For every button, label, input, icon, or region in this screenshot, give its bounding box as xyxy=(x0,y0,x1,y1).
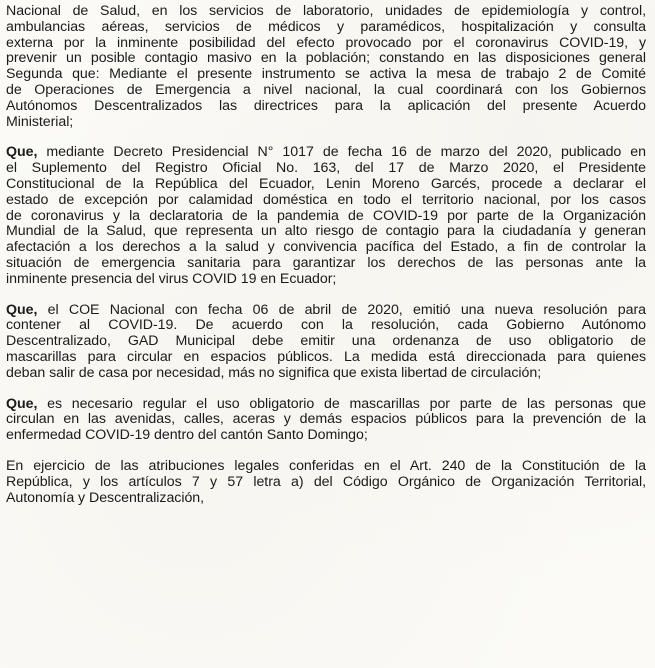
line-text: Autonomía y Descentralización, xyxy=(6,489,205,506)
line-text: Descentralizado, GAD Municipal debe emitir una ordenanza de uso obligatorio de xyxy=(6,333,646,350)
line-text: circulan en las avenidas, calles, aceras y demás espacios públicos para la prevención de la xyxy=(6,411,646,428)
text-line xyxy=(6,36,646,52)
line-text: el COE Nacional con fecha 06 de abril de 2020, emitió una nueva resolución para xyxy=(37,301,646,318)
line-text: afectación a los derechos a la salud y convivencia pacífica del Estado, a fin de controlar la xyxy=(6,239,646,256)
line-text: mediante Decreto Presidencial N° 1017 de fecha 16 de marzo del 2020, publicado en xyxy=(37,144,646,161)
text-line xyxy=(6,412,646,428)
line-text: República, y los artículos 7 y 57 letra a) del Código Orgánico de Organización Territorial, xyxy=(6,473,646,490)
paragraph xyxy=(6,303,646,382)
line-text: externa por la inminente posibilidad del efecto provocado por el coronavirus COVID-19, y xyxy=(6,34,646,51)
text-line xyxy=(6,99,646,115)
text-line xyxy=(6,475,646,491)
line-text: Constitucional de la República del Ecuador, Lenin Moreno Garcés, procede a declarar el xyxy=(6,175,646,192)
line-text: Segunda que: Mediante el presente instrumento se activa la mesa de trabajo 2 de Comité xyxy=(6,66,646,83)
line-text: Mundial de la Salud, que representa un alto riesgo de contagio para la ciudadanía y generan xyxy=(6,223,646,240)
text-line xyxy=(6,303,646,319)
paragraph-gap xyxy=(6,130,646,145)
text-line xyxy=(6,20,646,36)
text-line xyxy=(6,51,646,67)
line-text: el Suplemento del Registro Oficial No. 163, del 17 de Marzo 2020, el Presidente xyxy=(6,160,646,177)
paragraph-lead: Que, xyxy=(6,395,38,412)
line-text: ambulancias aéreas, servicios de médicos y paramédicos, hospitalización y consulta xyxy=(6,18,646,35)
paragraph-lead: Que, xyxy=(6,144,38,161)
text-line xyxy=(6,177,646,193)
text-line xyxy=(6,209,646,225)
text-line xyxy=(6,256,646,272)
paragraph-gap xyxy=(6,382,646,397)
text-line xyxy=(6,334,646,350)
paragraph-gap xyxy=(6,288,646,303)
text-line xyxy=(6,459,646,475)
line-text: deban salir de casa por necesidad, más no significa que exista libertad de circulación; xyxy=(6,364,542,381)
line-text: Nacional de Salud, en los servicios de laboratorio, unidades de epidemiología y control, xyxy=(6,3,646,19)
line-text: estado de excepción por calamidad doméstica en todo el territorio nacional, por los casos xyxy=(6,191,646,208)
text-line xyxy=(6,428,646,444)
text-line xyxy=(6,83,646,99)
line-text: de Operaciones de Emergencia a nivel nacional, la cual coordinará con los Gobiernos xyxy=(6,81,646,98)
paragraph xyxy=(6,397,646,444)
text-line xyxy=(6,67,646,83)
paragraph xyxy=(6,4,646,130)
paragraph xyxy=(6,459,646,506)
text-line xyxy=(6,366,646,382)
paragraph-lead: Que, xyxy=(6,301,38,318)
line-text: prevenir un posible contagio masivo en la población; constando en las disposiciones general xyxy=(6,50,646,67)
line-text: Ministerial; xyxy=(6,113,74,130)
line-text: inminente presencia del virus COVID 19 en Ecuador; xyxy=(6,270,337,287)
text-line xyxy=(6,4,646,20)
text-line xyxy=(6,224,646,240)
line-text: es necesario regular el uso obligatorio de mascarillas por parte de las personas que xyxy=(37,395,646,412)
line-text: contener al COVID-19. De acuerdo con la resolución, cada Gobierno Autónomo xyxy=(6,317,646,334)
text-line xyxy=(6,145,646,161)
text-line xyxy=(6,193,646,209)
text-line xyxy=(6,491,646,507)
line-text: mascarillas para circular en espacios públicos. La medida está direccionada para quienes xyxy=(6,348,646,365)
text-line xyxy=(6,240,646,256)
text-line xyxy=(6,272,646,288)
text-line xyxy=(6,161,646,177)
paragraph-gap xyxy=(6,444,646,459)
line-text: situación de emergencia sanitaria para garantizar los derechos de las personas ante la xyxy=(6,254,646,271)
line-text: enfermedad COVID-19 dentro del cantón Santo Domingo; xyxy=(6,427,368,444)
text-line xyxy=(6,397,646,413)
line-text: Autónomos Descentralizados las directrices para la aplicación del presente Acuerdo xyxy=(6,97,646,114)
line-text: En ejercicio de las atribuciones legales conferidas en el Art. 240 de la Constitución de la xyxy=(6,457,646,474)
text-line xyxy=(6,115,646,131)
paragraph xyxy=(6,145,646,287)
line-text: de coronavirus y la declaratoria de la pandemia de COVID-19 por parte de la Organización xyxy=(6,207,646,224)
text-line xyxy=(6,350,646,366)
text-line xyxy=(6,318,646,334)
document-body xyxy=(6,4,646,506)
